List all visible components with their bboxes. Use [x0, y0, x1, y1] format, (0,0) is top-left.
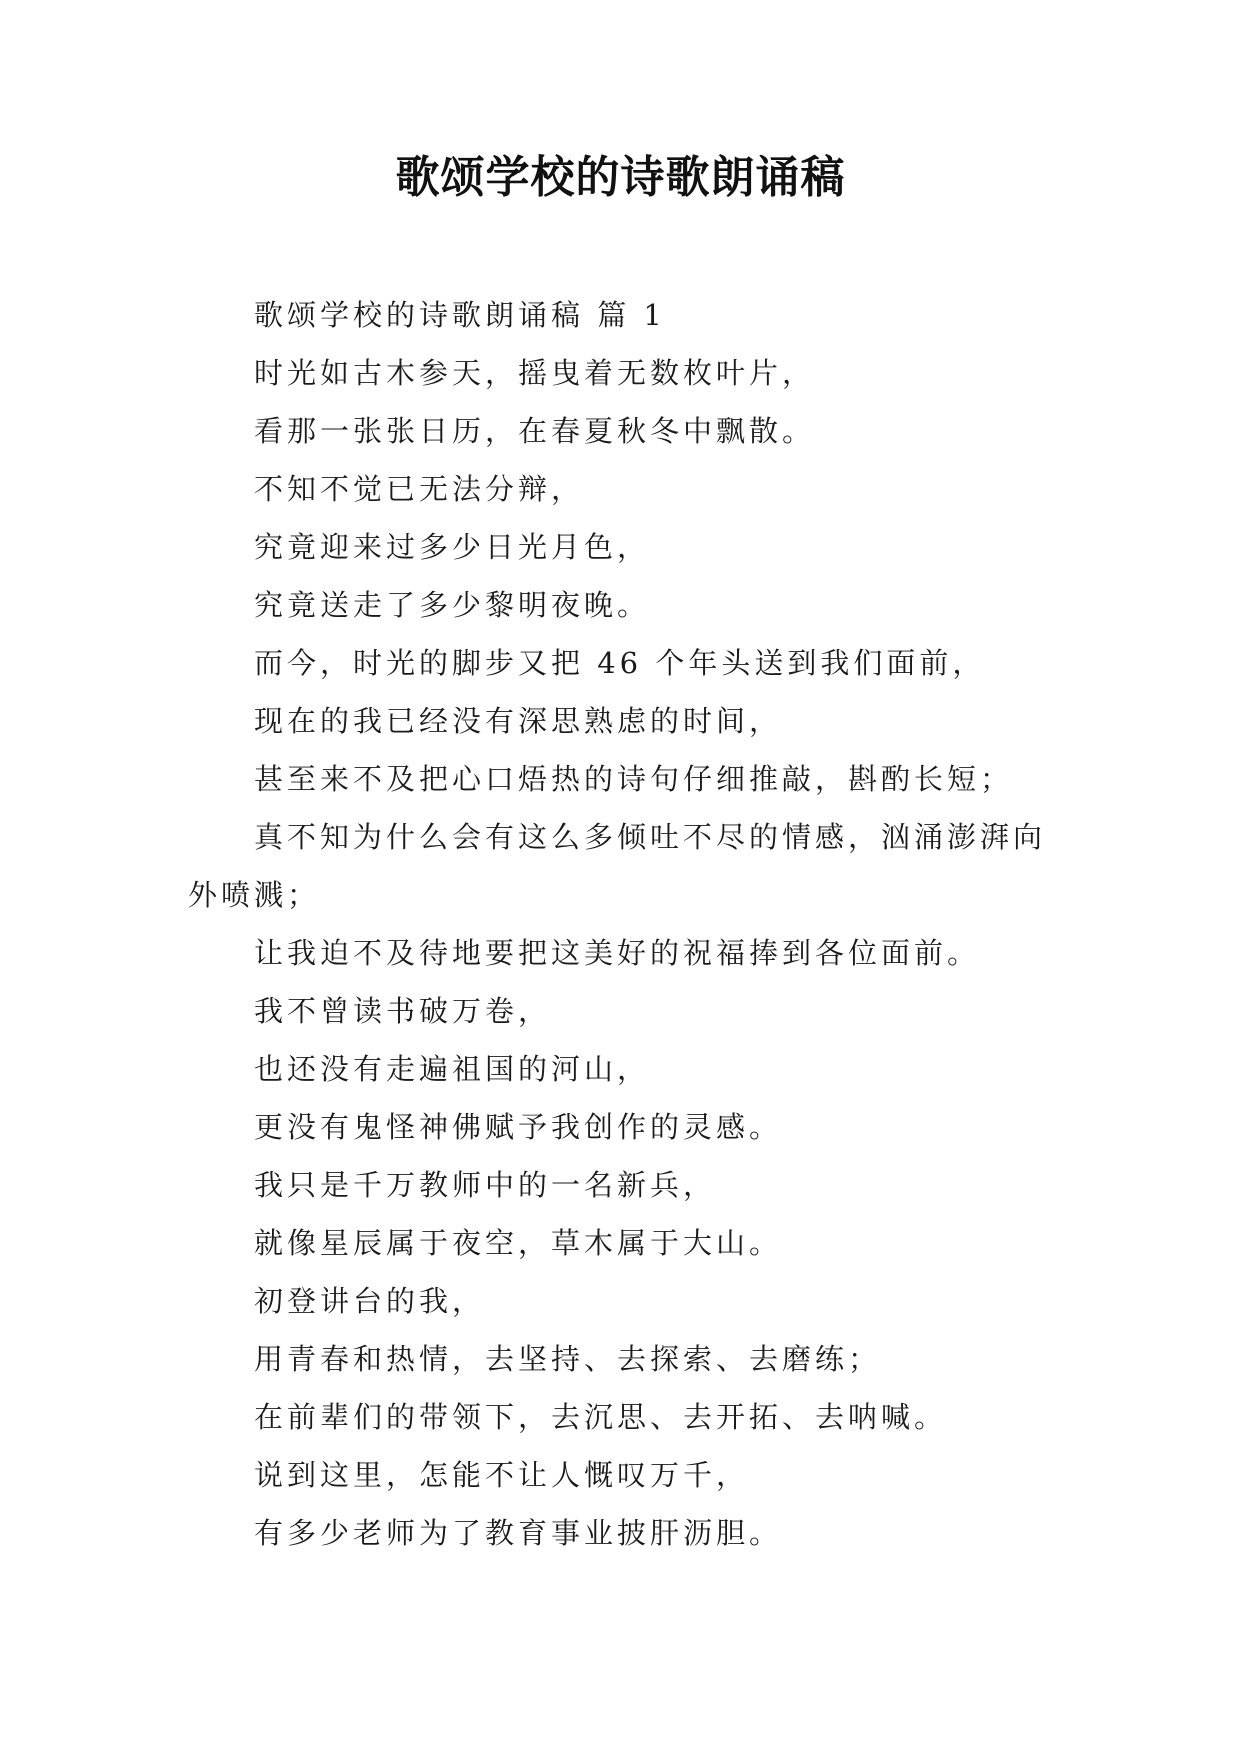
poem-line: 在前辈们的带领下，去沉思、去开拓、去呐喊。: [254, 1400, 948, 1434]
poem-line: 究竟送走了多少黎明夜晚。: [254, 588, 651, 622]
poem-line: 究竟迎来过多少日光月色，: [254, 530, 651, 564]
poem-line: 初登讲台的我，: [254, 1284, 486, 1318]
poem-line: 也还没有走遍祖国的河山，: [254, 1052, 651, 1086]
poem-line: 甚至来不及把心口焐热的诗句仔细推敲，斟酌长短；: [254, 762, 1014, 796]
poem-line: 就像星辰属于夜空，草木属于大山。: [254, 1226, 783, 1260]
poem-line: 更没有鬼怪神佛赋予我创作的灵感。: [254, 1110, 783, 1144]
poem-line: 我不曾读书破万卷，: [254, 994, 552, 1028]
poem-line: 有多少老师为了教育事业披肝沥胆。: [254, 1516, 783, 1550]
poem-line: 我只是千万教师中的一名新兵，: [254, 1168, 717, 1202]
document-title: 歌颂学校的诗歌朗诵稿: [395, 152, 846, 203]
poem-line: 真不知为什么会有这么多倾吐不尽的情感，汹涌澎湃向外喷溅；: [188, 820, 1047, 912]
poem-line: 看那一张张日历，在春夏秋冬中飘散。: [254, 414, 816, 448]
poem-line: 时光如古木参天，摇曳着无数枚叶片，: [254, 356, 816, 390]
poem-line: 而今，时光的脚步又把 46 个年头送到我们面前，: [254, 646, 986, 680]
poem-line: 让我迫不及待地要把这美好的祝福捧到各位面前。: [254, 936, 981, 970]
poem-line: 不知不觉已无法分辩，: [254, 472, 585, 506]
poem-line: 说到这里，怎能不让人慨叹万千，: [254, 1458, 750, 1492]
section-heading: 歌颂学校的诗歌朗诵稿 篇 1: [254, 298, 666, 332]
poem-body: [188, 286, 1068, 1562]
poem-line: 现在的我已经没有深思熟虑的时间，: [254, 704, 783, 738]
poem-line: 用青春和热情，去坚持、去探索、去磨练；: [254, 1342, 882, 1376]
